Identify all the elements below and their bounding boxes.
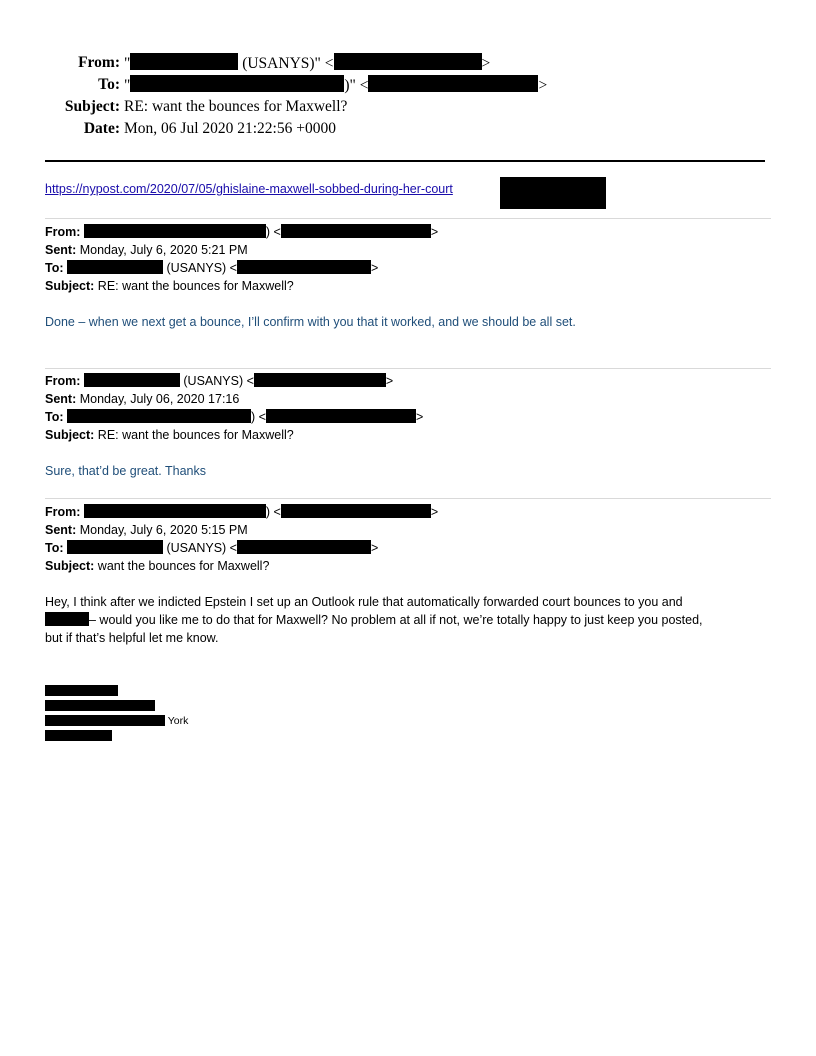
subject-value: RE: want the bounces for Maxwell? (97, 279, 294, 293)
to-tail: (USANYS) < (163, 261, 237, 275)
message-3-body-line-2 (45, 612, 703, 628)
redaction (45, 730, 112, 741)
redaction (237, 540, 371, 554)
header-subject-value: RE: want the bounces for Maxwell? (124, 98, 348, 115)
signature-line-3 (45, 713, 188, 729)
to-org: )" < (344, 77, 369, 94)
to-tail: ) < (251, 410, 266, 424)
message-3-body-line-1: Hey, I think after we indicted Epstein I set up an Outlook rule that automatically forwarded court bounces to you and (45, 595, 683, 609)
redaction (281, 504, 431, 518)
subject-value: want the bounces for Maxwell? (97, 559, 270, 573)
redaction (500, 177, 606, 209)
sent-value: Monday, July 6, 2020 5:21 PM (79, 243, 248, 257)
sent-value: Monday, July 06, 2020 17:16 (79, 392, 240, 406)
sent-value: Monday, July 6, 2020 5:15 PM (79, 523, 248, 537)
redaction (45, 685, 118, 696)
header-date-value: Mon, 06 Jul 2020 21:22:56 +0000 (124, 120, 336, 137)
redaction (130, 75, 344, 92)
message-2-sent (45, 391, 239, 407)
message-3-sent (45, 522, 248, 538)
header-subject-row (0, 97, 816, 117)
body-text: – would you like me to do that for Maxwell? No problem at all if not, we’re totally happy to just keep you posted, (89, 613, 703, 627)
from-label: From: (45, 225, 81, 239)
message-divider (45, 498, 771, 499)
message-1-from (45, 224, 438, 240)
redaction (84, 373, 180, 387)
header-to-row (0, 75, 816, 95)
message-divider (45, 218, 771, 219)
header-from-label: From: (78, 54, 120, 71)
from-quote: " (124, 55, 131, 72)
header-date-row (0, 119, 816, 139)
from-label: From: (45, 374, 81, 388)
redaction (334, 53, 482, 70)
sent-label: Sent: (45, 392, 77, 406)
redaction (67, 409, 251, 423)
to-label: To: (45, 261, 64, 275)
header-date-label: Date: (83, 120, 120, 137)
header-to-value (124, 75, 547, 96)
article-link[interactable] (45, 182, 453, 196)
redaction (67, 540, 163, 554)
header-to-label: To: (98, 76, 120, 93)
from-close: > (430, 225, 439, 239)
to-label: To: (45, 410, 64, 424)
redaction (281, 224, 431, 238)
from-close: > (385, 374, 394, 388)
redaction (45, 715, 165, 726)
redaction (237, 260, 371, 274)
from-close: > (481, 55, 491, 72)
to-close: > (415, 410, 424, 424)
message-2-body: Sure, that’d be great. Thanks (45, 464, 206, 478)
message-2-from (45, 373, 393, 389)
from-close: > (430, 505, 439, 519)
redaction (266, 409, 416, 423)
message-1-body: Done – when we next get a bounce, I’ll confirm with you that it worked, and we should be all set. (45, 315, 576, 329)
signature-text: York (167, 715, 189, 727)
header-divider (45, 160, 765, 162)
header-subject-label: Subject: (64, 98, 120, 115)
message-3-subject (45, 558, 269, 574)
to-quote: " (124, 77, 131, 94)
from-tail: (USANYS) < (179, 374, 254, 388)
to-tail: (USANYS) < (163, 541, 237, 555)
redaction (67, 260, 163, 274)
header-from-value (124, 53, 490, 74)
message-1-to (45, 260, 378, 276)
message-1-subject (45, 278, 294, 294)
to-close: > (370, 261, 379, 275)
redaction (84, 504, 266, 518)
from-org: (USANYS)" < (238, 55, 334, 72)
message-3-to (45, 540, 378, 556)
to-close: > (370, 541, 379, 555)
message-2-subject (45, 427, 294, 443)
header-from-row (0, 53, 816, 73)
message-1-sent (45, 242, 248, 258)
subject-label: Subject: (45, 279, 95, 293)
sent-label: Sent: (45, 523, 77, 537)
redaction (84, 224, 266, 238)
article-link-text[interactable]: https://nypost.com/2020/07/05/ghislaine-maxwell-sobbed-during-her-court (45, 182, 453, 196)
message-divider (45, 368, 771, 369)
redaction (130, 53, 238, 70)
redaction (45, 700, 155, 711)
message-2-to (45, 409, 423, 425)
sent-label: Sent: (45, 243, 77, 257)
from-tail: ) < (265, 505, 281, 519)
message-3-from (45, 504, 438, 520)
redaction (368, 75, 538, 92)
subject-value: RE: want the bounces for Maxwell? (97, 428, 294, 442)
message-3-body-line-3: but if that’s helpful let me know. (45, 631, 219, 645)
from-label: From: (45, 505, 81, 519)
redaction (254, 373, 386, 387)
from-tail: ) < (265, 225, 281, 239)
subject-label: Subject: (45, 428, 95, 442)
redaction (45, 612, 89, 626)
to-close: > (538, 77, 548, 94)
subject-label: Subject: (45, 559, 95, 573)
to-label: To: (45, 541, 64, 555)
